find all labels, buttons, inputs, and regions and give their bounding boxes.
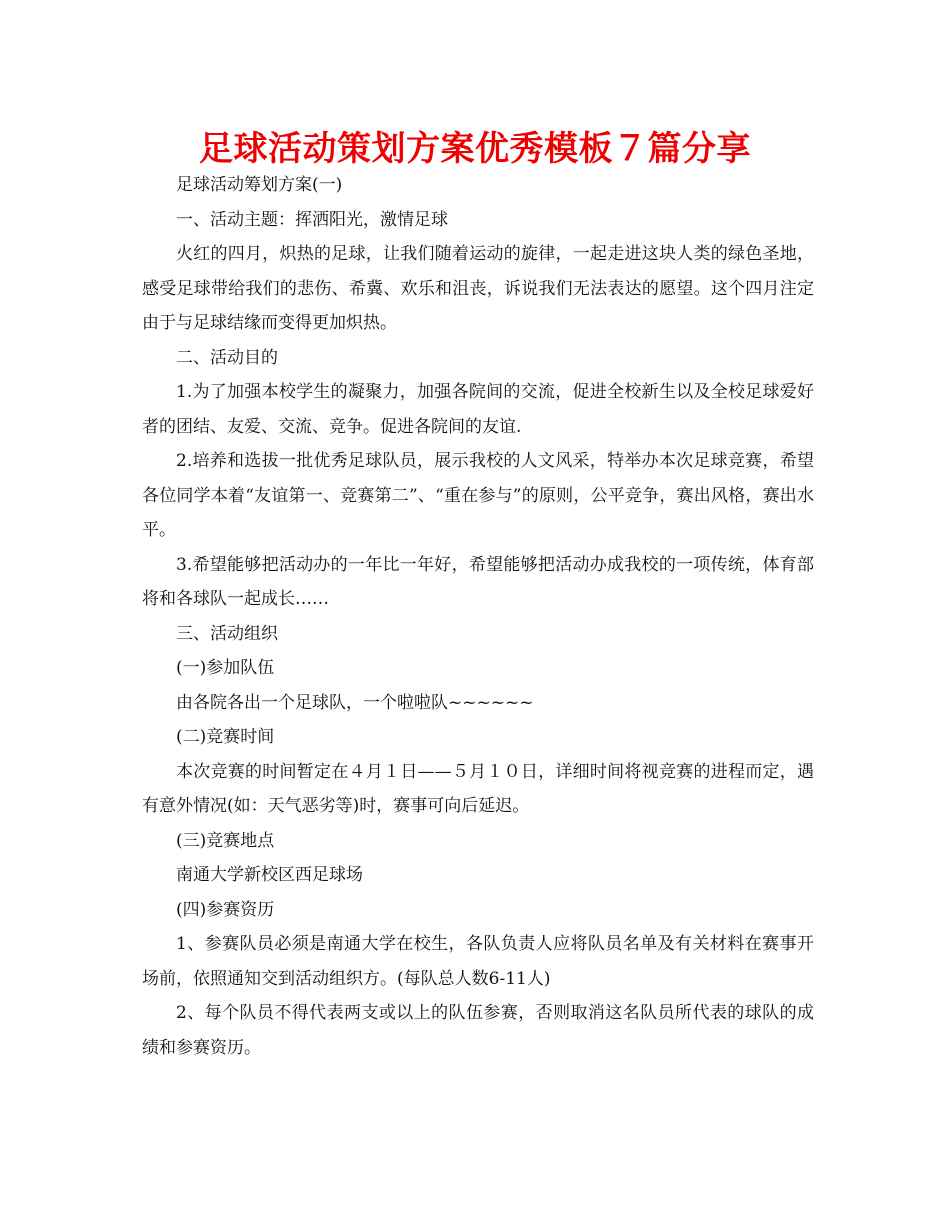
paragraph-eligibility-2: 2、每个队员不得代表两支或以上的队伍参赛，否则取消这名队员所代表的球队的成绩和参赛资历。 <box>142 1003 814 1058</box>
paragraph-purpose-3: 3.希望能够把活动办的一年比一年好，希望能够把活动办成我校的一项传统，体育部将和各球队一起成长…… <box>142 554 814 609</box>
paragraph-sub-4-heading: (四)参赛资历 <box>176 899 275 920</box>
paragraph-sub-2-heading: (二)竞赛时间 <box>176 727 275 747</box>
paragraph-section-2-heading: 二、活动目的 <box>176 347 278 368</box>
document-body <box>142 168 814 1065</box>
paragraph-plan-heading: 足球活动筹划方案(一) <box>176 175 343 195</box>
document-title: 足球活动策划方案优秀模板７篇分享 <box>199 129 751 169</box>
paragraph-section-3-heading: 三、活动组织 <box>176 623 278 644</box>
paragraph-sub-2-body: 本次竞赛的时间暂定在４月１日——５月１０日，详细时间将视竞赛的进程而定，遇有意外情况(如：天气恶劣等)时，赛事可向后延迟。 <box>142 761 814 816</box>
paragraph-sub-3-body: 南通大学新校区西足球场 <box>176 865 363 885</box>
paragraph-purpose-1: 1.为了加强本校学生的凝聚力，加强各院间的交流，促进全校新生以及全校足球爱好者的团结、友爱、交流、竞争。促进各院间的友谊. <box>142 382 814 437</box>
paragraph-sub-1-body: 由各院各出一个足球队，一个啦啦队~~~~~~ <box>176 692 534 713</box>
paragraph-purpose-2: 2.培养和选拔一批优秀足球队员，展示我校的人文风采，特举办本次足球竞赛，希望各位同学本着“友谊第一、竞赛第二”、“重在参与”的原则，公平竞争，赛出风格，赛出水平。 <box>142 451 814 540</box>
paragraph-section-1-theme: 一、活动主题：挥洒阳光，激情足球 <box>176 209 448 230</box>
paragraph-sub-3-heading: (三)竞赛地点 <box>176 830 275 851</box>
paragraph-sub-1-heading: (一)参加队伍 <box>176 658 275 678</box>
paragraph-intro: 火红的四月，炽热的足球，让我们随着运动的旋律，一起走进这块人类的绿色圣地，感受足球带给我们的悲伤、希冀、欢乐和沮丧，诉说我们无法表达的愿望。这个四月注定由于与足球结缘而变得更加炽热。 <box>142 244 814 333</box>
paragraph-eligibility-1: 1、参赛队员必须是南通大学在校生，各队负责人应将队员名单及有关材料在赛事开场前，依照通知交到活动组织方。(每队总人数6-11人) <box>142 934 814 989</box>
